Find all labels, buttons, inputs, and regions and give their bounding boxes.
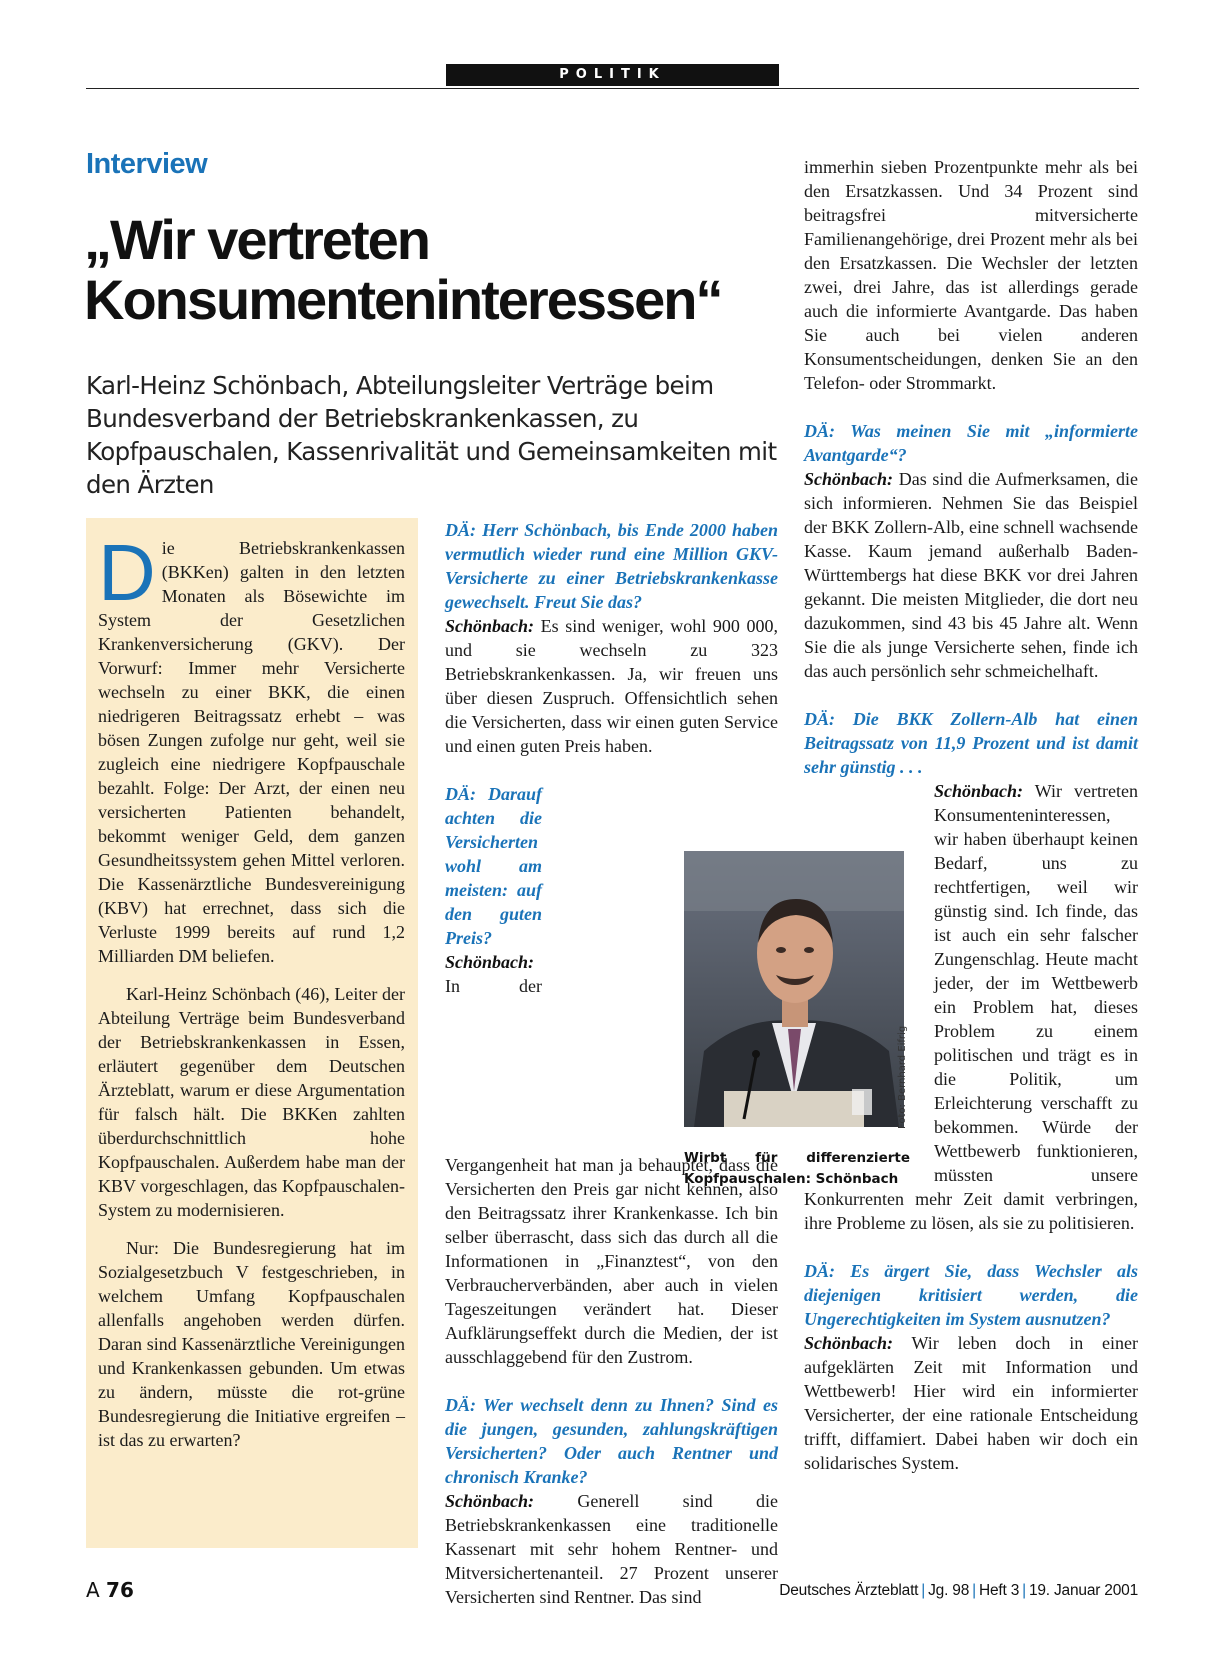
answer-5-text: Wir vertreten Konsumenteninteressen, wir haben überhaupt keinen Bedarf, uns zu rechtfertigen, weil wir günstig sind. Ich finde, das ist auch ein sehr falscher Zungenschlag. Heute macht jeder, der im Wettbewerb ein Problem hat, dieses Problem zu einem politischen und trägt es in die Politik, um Erleichterung verschafft zu bekommen. Würde der Wettbewerb funktionieren, müssten unsere Konkurrenten mehr Zeit damit verbringen, ihre Probleme zu lösen, als sie zu politisieren. <box>804 781 1138 1233</box>
intro-paragraph-3: Nur: Die Bundesregierung hat im Sozialgesetzbuch V festgeschrieben, in welchem Umfang Kopfpauschalen allenfalls angehoben werden dürfen. Daran sind Kassenärztliche Vereinigungen und Krankenkassen gebunden. Um etwas zu ändern, müsste die rot-grüne Bundesregierung die Initiative ergreifen – ist das zu erwarten? <box>98 1238 405 1450</box>
portrait-illustration <box>684 851 904 1127</box>
footer-separator: | <box>921 1582 926 1599</box>
intro-paragraph-2: Karl-Heinz Schönbach (46), Leiter der Abteilung Verträge beim Bundesverband der Betriebskrankenkassen in Essen, erläutert gegenüber dem Deutschen Ärzteblatt, warum er diese Argumentation für falsch hält. Die BKKen zahlten überdurchschnittlich hohe Kopfpauschalen. Außerdem habe man der KBV vorgeschlagen, das Kopfpauschalen-System zu modernisieren. <box>98 984 405 1220</box>
intro-paragraph-1-text: ie Betriebskrankenkassen (BKKen) galten in den letzten Monaten als Bösewichte im System der Gesetzlichen Krankenversicherung (GKV). Der Vorwurf: Immer mehr Versicherte wechseln zu einer BKK, die einen niedrigeren Beitragssatz erhebt – was bösen Zungen zufolge nur geht, weil sie zugleich eine niedrigere Kopfpauschale bezahlt. Folge: Der Arzt, der einen neu versicherten Patienten behandelt, bekommt weniger Geld, dem ganzen Gesundheitssystem gehen Mittel verloren. Die Kassenärztliche Bundesvereinigung (KBV) hat errechnet, dass sich die Verluste 1999 bereits auf rund 1,2 Milliarden DM beliefen. <box>98 538 405 966</box>
speaker-label: Schönbach: <box>804 469 894 489</box>
section-label: POLITIK <box>446 64 779 86</box>
answer-1 <box>445 614 778 758</box>
question-1: DÄ: Herr Schönbach, bis Ende 2000 haben vermutlich wieder rund eine Million GKV-Versicherte zu einer Betriebskrankenkasse gewechselt. Freut Sie das? <box>445 520 778 612</box>
intro-text <box>98 528 405 1452</box>
journal-date: 19. Januar 2001 <box>1028 1582 1138 1599</box>
journal-name: Deutsches Ärzteblatt <box>779 1582 919 1599</box>
question-4: DÄ: Was meinen Sie mit „informierte Avantgarde“? <box>804 421 1138 465</box>
footer-separator: | <box>1022 1582 1026 1599</box>
speaker-label: Schönbach: <box>445 952 535 972</box>
question-3: DÄ: Wer wechselt denn zu Ihnen? Sind es die jungen, gesunden, zahlungskräftigen Versicherten? Oder auch Rentner und chronisch Kranke? <box>445 1395 778 1487</box>
footer-separator: | <box>972 1582 976 1599</box>
intro-paragraph-1 <box>98 528 405 968</box>
question-6: DÄ: Es ärgert Sie, dass Wechsler als diejenigen kritisiert werden, die Ungerechtigkeiten im System ausnutzen? <box>804 1261 1138 1329</box>
speaker-label: Schönbach: <box>934 781 1024 801</box>
answer-4-text: Das sind die Aufmerksamen, die sich informieren. Nehmen Sie das Beispiel der BKK Zollern-Alb, eine schnell wachsende Kasse. Kaum jemand außerhalb Baden-Württembergs hat diese BKK vor drei Jahren gekannt. Die meisten Mitglieder, die dort neu dazukommen, sind 43 bis 45 Jahre alt. Wenn Sie die als junge Versicherte sehen, finde ich das auch persönlich sehr schmeichelhaft. <box>804 469 1139 681</box>
page-number-value: 76 <box>106 1578 134 1602</box>
photo-credit: Foto: Bernhard Eifrig <box>897 1025 908 1129</box>
answer-6 <box>804 1331 1138 1475</box>
answer-2-text: In der Vergangenheit hat man ja behauptet, dass die Versicherten den Preis gar nicht kennen, also den Beitragssatz ihrer Krankenkasse. Ich bin selber überrascht, dass sich das durch all die Informationen in „Finanztest“, von den Verbraucherverbänden, aber auch in vielen Tageszeitungen verändert hat. Dieser Aufklärungseffekt durch die Medien, der ist ausschlaggebend für den Zustrom. <box>445 976 778 1367</box>
article-headline: „Wir vertreten Konsumenteninteressen“ <box>84 208 722 331</box>
journal-volume: Jg. 98 <box>928 1582 970 1599</box>
answer-3 <box>445 1489 778 1609</box>
journal-footer <box>772 1582 1138 1600</box>
speaker-label: Schönbach: <box>445 1491 535 1511</box>
speaker-label: Schönbach: <box>804 1333 894 1353</box>
question-2: DÄ: Darauf achten die Versicherten wohl am meisten: auf den guten Preis? <box>445 784 542 948</box>
portrait-photo <box>684 851 904 1127</box>
answer-6-text: Wir leben doch in einer aufgeklärten Zeit mit Information und Wettbewerb! Hier wird ein informierter Versicherter, der eine rationale Entscheidung trifft, diffamiert. Dabei haben wir doch ein solidarisches System. <box>804 1333 1138 1473</box>
page-prefix: A <box>86 1578 100 1602</box>
intro-box <box>86 518 418 1548</box>
article-dek: Karl-Heinz Schönbach, Abteilungsleiter Verträge beim Bundesverband der Betriebskrankenkassen, zu Kopfpauschalen, Kassenrivalität und Gemeinsamkeiten mit den Ärzten <box>86 371 777 499</box>
answer-1-text: Es sind weniger, wohl 900 000, und sie wechseln zu 323 Betriebskrankenkassen. Ja, wir freuen uns über diesen Zuspruch. Offensichtlich sehen die Versicherten, dass wir einen guten Service und einen guten Preis haben. <box>445 616 778 756</box>
answer-4 <box>804 467 1138 683</box>
speaker-label: Schönbach: <box>445 616 535 636</box>
interview-column-right <box>804 155 1138 1475</box>
answer-3-text: Generell sind die Betriebskrankenkassen eine traditionelle Kassenart mit sehr hohem Rentner- und Mitversichertenanteil. 27 Prozent unserer Versicherten sind Rentner. Das sind <box>445 1491 778 1607</box>
drop-cap: D <box>98 528 156 617</box>
answer-3-continued: immerhin sieben Prozentpunkte mehr als bei den Ersatzkassen. Und 34 Prozent sind beitragsfrei mitversicherte Familienangehörige, drei Prozent mehr als bei den Ersatzkassen. Die Wechsler der letzten zwei, drei Jahre, das ist allerdings gerade auch die informierte Avantgarde. Das haben Sie auch bei vielen anderen Konsumentscheidungen, denken Sie an den Telefon- oder Strommarkt. <box>804 157 1138 393</box>
journal-issue: Heft 3 <box>978 1582 1020 1599</box>
question-5: DÄ: Die BKK Zollern-Alb hat einen Beitragssatz von 11,9 Prozent und ist damit sehr günstig . . . <box>804 709 1138 777</box>
photo-caption: Wirbt für differenzierte Kopfpauschalen: Schönbach <box>684 1150 910 1187</box>
page-number <box>86 1578 134 1602</box>
article-kicker: Interview <box>86 148 208 180</box>
